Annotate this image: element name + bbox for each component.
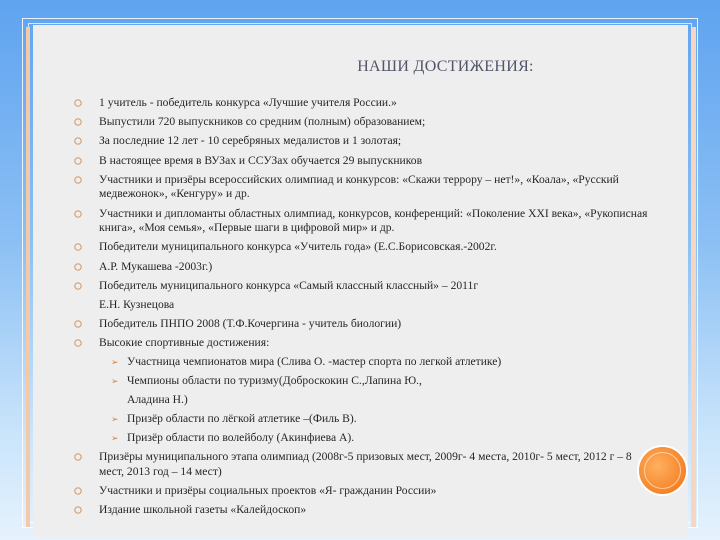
sub-list-item-continuation: Аладина Н.) (127, 393, 188, 407)
bullet-icon (74, 243, 82, 251)
bullet-icon (74, 157, 82, 165)
sub-list-item: ➢ Чемпионы области по туризму(Доброскокин С.,Лапина Ю., (111, 374, 422, 388)
sub-list-item: ➢ Участница чемпионатов мира (Слива О. -мастер спорта по легкой атлетике) (111, 355, 502, 369)
list-item-continuation: Е.Н. Кузнецова (99, 297, 175, 311)
arrow-bullet-icon: ➢ (111, 414, 119, 425)
bullet-icon (74, 282, 82, 290)
bullet-icon (74, 118, 82, 126)
bullet-icon (74, 137, 82, 145)
arrow-bullet-icon: ➢ (111, 433, 119, 444)
bullet-icon (74, 453, 82, 461)
list-item: Издание школьной газеты «Калейдоскоп» (73, 503, 653, 518)
sub-list-item: ➢ Призёр области по волейболу (Акинфиева А). (111, 431, 355, 445)
list-item: А.Р. Мукашева -2003г.) (73, 260, 653, 275)
bullet-icon (74, 506, 82, 514)
list-item: Победитель муниципального конкурса «Самый классный классный» – 2011г (73, 279, 653, 294)
bullet-icon (74, 487, 82, 495)
achievements-list (73, 96, 653, 523)
bullet-icon (74, 176, 82, 184)
list-item: Призёры муниципального этапа олимпиад (2008г-5 призовых мест, 2009г- 4 места, 2010г- 5 мест, 2012 г – 8 мест, 2013 год – 14 мест) (73, 450, 653, 479)
bullet-icon (74, 263, 82, 271)
list-item: Участники и призёры социальных проектов «Я- гражданин России» (73, 484, 653, 499)
list-item: Победитель ПНПО 2008 (Т.Ф.Кочергина - учитель биологии) (73, 317, 653, 332)
list-item: 1 учитель - победитель конкурса «Лучшие учителя России.» (73, 96, 653, 111)
list-item: За последние 12 лет - 10 серебряных медалистов и 1 золотая; (73, 134, 653, 149)
list-item: Участники и призёры всероссийских олимпиад и конкурсов: «Скажи террору – нет!», «Коала», «Русский медвежонок», «Кенгуру» и др. (73, 173, 653, 202)
bullet-icon (74, 320, 82, 328)
list-item: Участники и дипломанты областных олимпиад, конкурсов, конференций: «Поколение XXI века», «Рукописная книга», «Моя семья», «Первые шаги в цифровой мир» и др. (73, 207, 653, 236)
decorative-orange-circle (639, 447, 686, 494)
list-item: В настоящее время в ВУЗах и ССУЗах обучается 29 выпускников (73, 154, 653, 169)
arrow-bullet-icon: ➢ (111, 357, 119, 368)
bullet-icon (74, 339, 82, 347)
slide-title: НАШИ ДОСТИЖЕНИЯ: (357, 58, 534, 75)
list-item: Высокие спортивные достижения: (73, 336, 653, 351)
list-item: Выпустили 720 выпускников со средним (полным) образованием; (73, 115, 653, 130)
sub-list-item: ➢ Призёр области по лёгкой атлетике –(Филь В). (111, 412, 357, 426)
bullet-icon (74, 210, 82, 218)
arrow-bullet-icon: ➢ (111, 376, 119, 387)
list-item: Победители муниципального конкурса «Учитель года» (Е.С.Борисовская.-2002г. (73, 240, 653, 255)
slide-card (33, 25, 688, 537)
bullet-icon (74, 99, 82, 107)
